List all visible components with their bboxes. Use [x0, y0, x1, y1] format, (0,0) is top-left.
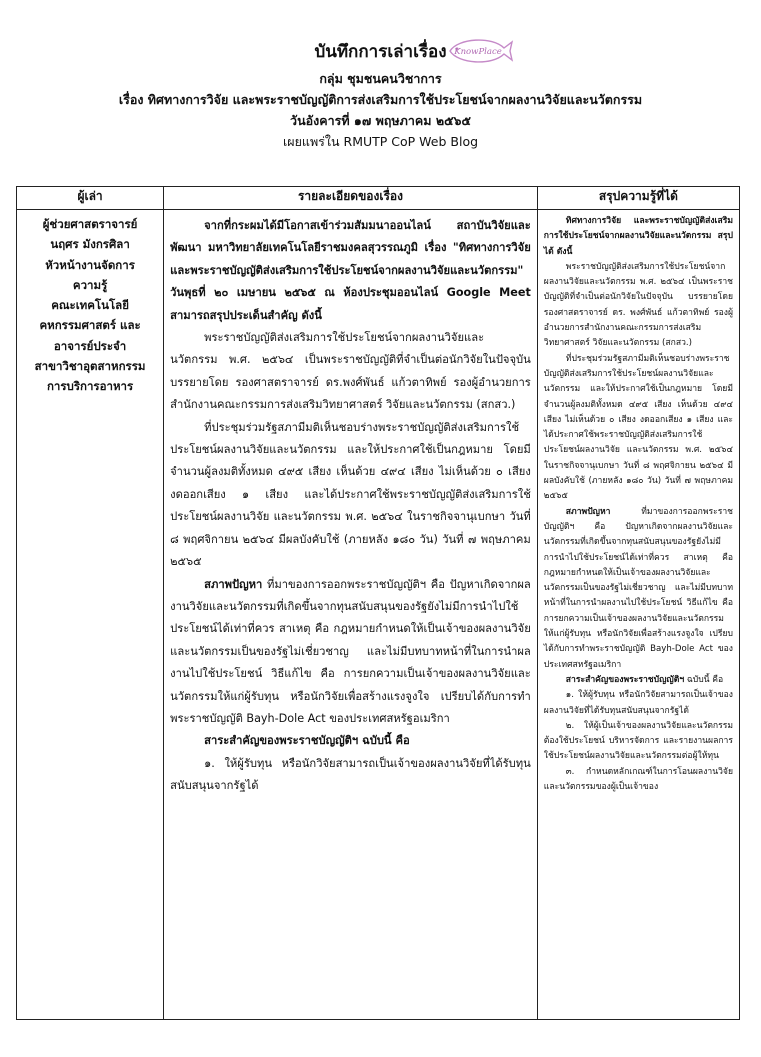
details-paragraph: พระราชบัญญัติส่งเสริมการใช้ประโยชน์จากผลงานวิจัยและนวัตกรรม พ.ศ. ๒๕๖๔ เป็นพระราชบัญญัติที่จำเป็นต่อนักวิจัยในปัจจุบัน บรรยายโดย รองศาสตราจารย์ ดร.พงศ์พันธ์ แก้วตาทิพย์ รองผู้อำนวยการสำนักงานคณะกรรมการส่งเสริมวิทยาศาสตร์ วิจัยและนวัตกรรม (สกสว.)	[170, 331, 531, 412]
col-header-narrator: ผู้เล่า	[17, 187, 164, 210]
narrator-line: ความรู้	[72, 277, 108, 292]
summary-paragraph: ๒. ให้ผู้เป็นเจ้าของผลงานวิจัยและนวัตกรรมต้องใช้ประโยชน์ บริหารจัดการ และรายงานผลการใช้ประโยชน์ผลงานวิจัยและนวัตกรรมต่อผู้ให้ทุน	[543, 720, 733, 762]
narrator-line: คณะเทคโนโลยี	[51, 298, 129, 313]
col-header-details: รายละเอียดของเรื่อง	[164, 187, 538, 210]
subject-line: เรื่อง ทิศทางการวิจัย และพระราชบัญญัติการส่งเสริมการใช้ประโยชน์จากผลงานวิจัยและนวัตกรรม	[118, 92, 643, 107]
details-essence-heading: สาระสำคัญของพระราชบัญญัติฯ ฉบับนี้ คือ	[204, 734, 410, 748]
narrator-line: อาจารย์ประจำ	[53, 338, 127, 353]
table-row	[17, 210, 740, 1020]
narrator-line: ผู้ช่วยศาสตราจารย์	[42, 217, 138, 231]
details-intro: จากที่กระผมได้มีโอกาสเข้าร่วมสัมมนาออนไลน์ สถาบันวิจัยและพัฒนา มหาวิทยาลัยเทคโนโลยีราชมงคลสุวรรณภูมิ เรื่อง "ทิศทางการวิจัย และพระราชบัญญัติส่งเสริมการใช้ประโยชน์จากผลงานวิจัยและนวัตกรรม" วันพุธที่ ๒๐ เมษายน ๒๕๖๕ ณ ห้องประชุมออนไลน์ Google Meet สามารถสรุปประเด็นสำคัญ ดังนี้	[170, 219, 531, 322]
narrator-line: หัวหน้างานจัดการ	[45, 257, 135, 272]
problem-heading: สภาพปัญหา	[204, 577, 263, 591]
summary-essence-heading: สาระสำคัญของพระราชบัญญัติฯ	[565, 674, 685, 685]
summary-problem-heading: สภาพปัญหา	[565, 506, 611, 517]
details-problem	[170, 574, 531, 731]
summary-paragraph: พระราชบัญญัติส่งเสริมการใช้ประโยชน์จากผลงานวิจัยและนวัตกรรม พ.ศ. ๒๕๖๔ เป็นพระราชบัญญัติที่จำเป็นต่อนักวิจัยในปัจจุบัน บรรยายโดย รองศาสตราจารย์ ดร. พงศ์พันธ์ แก้วตาทิพย์ รองผู้อำนวยการสำนักงานคณะกรรมการส่งเสริมวิทยาศาสตร์ วิจัยและนวัตกรรม (สกสว.)	[543, 261, 733, 349]
narrator-line: คหกรรมศาสตร์ และ	[39, 318, 141, 333]
table-header-row	[17, 187, 740, 210]
summary-paragraph: ๓. กำหนดหลักเกณฑ์ในการโอนผลงานวิจัยและนวัตกรรมของผู้เป็นเจ้าของ	[543, 766, 733, 792]
knowplace-logo-icon	[444, 34, 514, 68]
narrator-cell	[17, 210, 164, 1020]
logo-text: KnowPlace	[454, 47, 502, 57]
summary-problem-text: ที่มาของการออกพระราชบัญญัติฯ คือ ปัญหาเกิดจากผลงานวิจัยและนวัตกรรมที่เกิดขึ้นจากทุนสนับสนุนของรัฐยังไม่มีการนำไปใช้ประโยชน์ได้เท่าที่ควร สาเหตุ คือ กฎหมายกำหนดให้เป็นเจ้าของผลงานวิจัยและนวัตกรรมเป็นของรัฐไม่เชี่ยวชาญ และไม่มีบทบาทหน้าที่ในการนำผลงานไปใช้ประโยชน์ วิธีแก้ไข คือ การยกความเป็นเจ้าของผลงานวิจัยและนวัตกรรมให้แก่ผู้รับทุน หรือนักวิจัยเพื่อสร้างแรงจูงใจ เปรียบได้กับการทำพระราชบัญญัติ Bayh-Dole Act ของประเทศสหรัฐอเมริกา	[543, 506, 733, 670]
narrator-line: สาขาวิชาอุตสาหกรรม	[34, 359, 146, 374]
summary-heading: ทิศทางการวิจัย และพระราชบัญญัติส่งเสริมการใช้ประโยชน์จากผลงานวิจัยและนวัตกรรม สรุปได้ ดังนี้	[543, 216, 733, 257]
story-table	[16, 186, 740, 1020]
col-header-summary: สรุปความรู้ที่ได้	[537, 187, 739, 210]
summary-essence-text: ฉบับนี้ คือ	[684, 674, 724, 685]
page-title: บันทึกการเล่าเรื่อง	[314, 42, 447, 62]
document-header	[0, 38, 761, 152]
title-row	[0, 38, 761, 68]
summary-paragraph: ๑. ให้ผู้รับทุน หรือนักวิจัยสามารถเป็นเจ้าของผลงานวิจัยที่ได้รับทุนสนับสนุนจากรัฐได้	[543, 690, 733, 716]
narrator-line: การบริการอาหาร	[46, 379, 134, 394]
details-paragraph: ที่ประชุมร่วมรัฐสภามีมติเห็นชอบร่างพระราชบัญญัติส่งเสริมการใช้ประโยชน์ผลงานวิจัยและนวัตกรรม และให้ประกาศใช้เป็นกฎหมาย โดยมีจำนวนผู้ลงมติทั้งหมด ๔๙๕ เสียง เห็นด้วย ๔๙๔ เสียง ไม่เห็นด้วย ๐ เสียง งดออกเสียง ๑ เสียง และได้ประกาศใช้พระราชบัญญัติส่งเสริมการใช้ประโยชน์ผลงานวิจัย และนวัตกรรม พ.ศ. ๒๕๖๔ ในราชกิจจานุเบกษา วันที่ ๘ พฤศจิกายน ๒๕๖๔ มีผลบังคับใช้ (ภายหลัง ๑๘๐ วัน) วันที่ ๗ พฤษภาคม ๒๕๖๕	[170, 420, 531, 569]
summary-paragraph: ที่ประชุมร่วมรัฐสภามีมติเห็นชอบร่างพระราชบัญญัติส่งเสริมการใช้ประโยชน์ผลงานวิจัยและนวัตกรรม และให้ประกาศใช้เป็นกฎหมาย โดยมีจำนวนผู้ลงมติทั้งหมด ๔๙๕ เสียง เห็นด้วย ๔๙๔ เสียง ไม่เห็นด้วย ๐ เสียง งดออกเสียง ๑ เสียง และได้ประกาศใช้พระราชบัญญัติส่งเสริมการใช้ประโยชน์ผลงานวิจัย และนวัตกรรม พ.ศ. ๒๕๖๔ ในราชกิจจานุเบกษา วันที่ ๘ พฤศจิกายน ๒๕๖๔ มีผลบังคับใช้ (ภายหลัง ๑๘๐ วัน) วันที่ ๗ พฤษภาคม ๒๕๖๕	[543, 353, 733, 502]
group-line: กลุ่ม ชุมชนคนวิชาการ	[319, 71, 442, 86]
date-line: วันอังคารที่ ๑๗ พฤษภาคม ๒๕๖๕	[290, 113, 471, 128]
problem-text: ที่มาของการออกพระราชบัญญัติฯ คือ ปัญหาเกิดจากผลงานวิจัยและนวัตกรรมที่เกิดขึ้นจากทุนสนับสนุนของรัฐยังไม่มีการนำไปใช้ประโยชน์ได้เท่าที่ควร สาเหตุ คือ กฎหมายกำหนดให้เป็นเจ้าของผลงานวิจัยและนวัตกรรมเป็นของรัฐไม่เชี่ยวชาญ และไม่มีบทบาทหน้าที่ในการนำผลงานไปใช้ประโยชน์ วิธีแก้ไข คือ การยกความเป็นเจ้าของผลงานวิจัยและนวัตกรรมให้แก่ผู้รับทุน หรือนักวิจัยเพื่อสร้างแรงจูงใจ เปรียบได้กับการทำพระราชบัญญัติ Bayh-Dole Act ของประเทศสหรัฐอเมริกา	[170, 577, 531, 725]
summary-essence	[544, 673, 733, 688]
published-line: เผยแพร่ใน RMUTP CoP Web Blog	[282, 134, 479, 149]
summary-cell	[537, 210, 739, 1020]
summary-problem	[544, 505, 733, 673]
narrator-line: นฤศร มังกรศิลา	[50, 237, 130, 252]
details-paragraph: ๑. ให้ผู้รับทุน หรือนักวิจัยสามารถเป็นเจ้าของผลงานวิจัยที่ได้รับทุนสนับสนุนจากรัฐได้	[170, 756, 531, 793]
details-cell	[164, 210, 538, 1020]
